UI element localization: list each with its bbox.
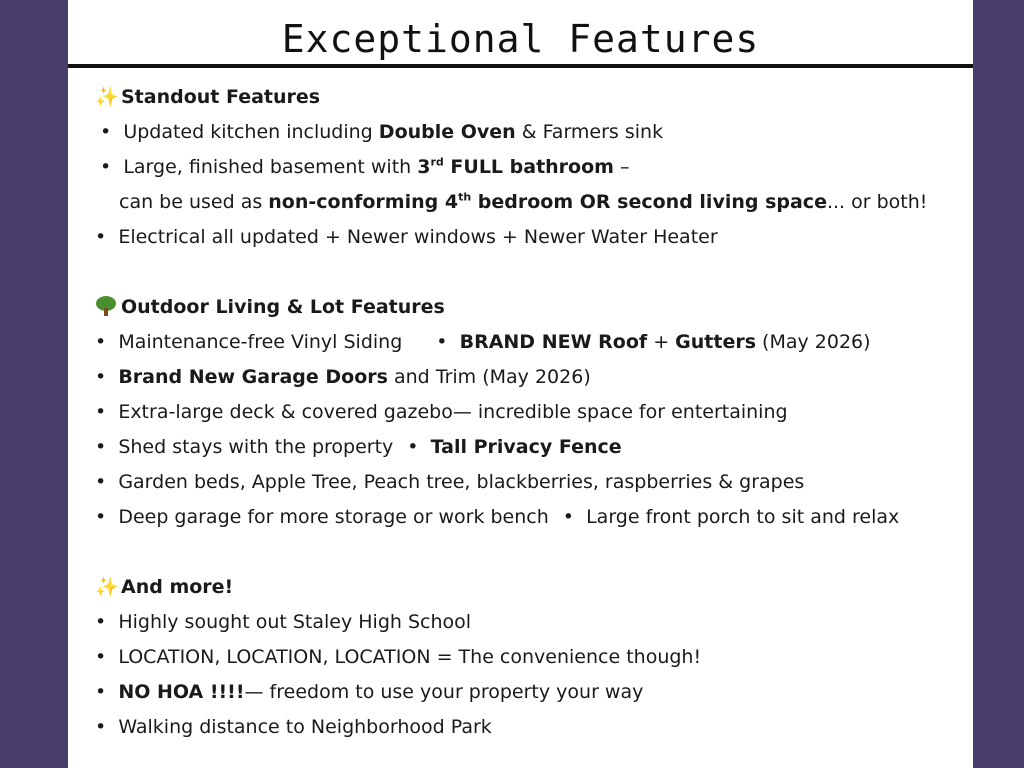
tree-icon: [95, 296, 117, 316]
list-item: • Deep garage for more storage or work bench • Large front porch to sit and relax: [95, 506, 900, 528]
section-heading-outdoor: Outdoor Living & Lot Features: [95, 294, 445, 320]
list-item-continuation: can be used as non-conforming 4th bedroom OR second living space... or both!: [119, 190, 928, 213]
list-item: • Extra-large deck & covered gazebo— incredible space for entertaining: [95, 401, 788, 423]
sparkles-icon: ✨: [95, 576, 119, 598]
page-title: Exceptional Features: [281, 17, 760, 61]
list-item: • Shed stays with the property • Tall Privacy Fence: [95, 436, 622, 458]
list-item: • Large, finished basement with 3rd FULL bathroom –: [100, 155, 630, 178]
list-item: • Maintenance-free Vinyl Siding • BRAND NEW Roof + Gutters (May 2026): [95, 331, 871, 353]
list-item: • Walking distance to Neighborhood Park: [95, 716, 492, 738]
sparkles-icon: ✨: [95, 86, 119, 108]
flyer-page: [68, 0, 973, 768]
list-item: • Brand New Garage Doors and Trim (May 2026): [95, 366, 591, 388]
section-heading-standout: ✨ Standout Features: [95, 86, 321, 108]
list-item: • Electrical all updated + Newer windows + Newer Water Heater: [95, 226, 718, 248]
list-item: • Garden beds, Apple Tree, Peach tree, blackberries, raspberries & grapes: [95, 471, 805, 493]
section-heading-more: ✨ And more!: [95, 576, 234, 598]
list-item: • Highly sought out Staley High School: [95, 611, 472, 633]
title-divider: [68, 64, 973, 68]
list-item: • NO HOA !!!!— freedom to use your property your way: [95, 681, 644, 703]
list-item: • Updated kitchen including Double Oven & Farmers sink: [100, 121, 664, 143]
list-item: • LOCATION, LOCATION, LOCATION = The convenience though!: [95, 646, 702, 668]
